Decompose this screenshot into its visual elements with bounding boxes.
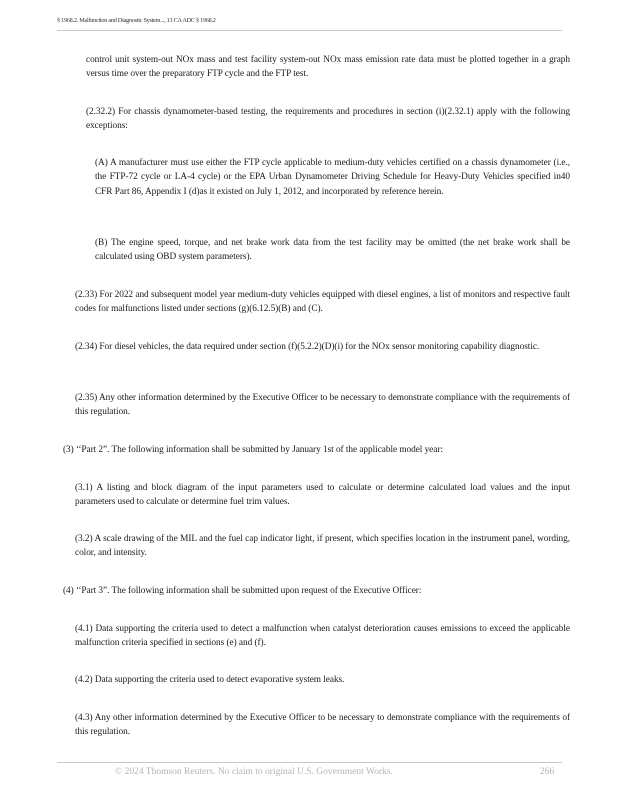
paragraph-3-part-2: (3) ‘‘Part 2”. The following information shall be submitted by January 1st of the applicable model year: <box>63 445 443 455</box>
running-header: § 1968.2. Malfunction and Diagnostic System..., 13 CA ADC § 1968.2 <box>57 17 216 24</box>
paragraph-2-35: (2.35) Any other information determined by the Executive Officer to be necessary to demonstrate compliance with the requirements of this regulation. <box>75 393 570 418</box>
paragraph-2-33: (2.33) For 2022 and subsequent model year medium-duty vehicles equipped with diesel engines, a list of monitors and respective fault codes for malfunctions listed under sections (g)(6.12.5)(B) and (C). <box>75 290 570 315</box>
paragraph-2-34: (2.34) For diesel vehicles, the data required under section (f)(5.2.2)(D)(i) for the NOx sensor monitoring capability diagnostic. <box>75 342 540 352</box>
paragraph-4-2: (4.2) Data supporting the criteria used to detect evaporative system leaks. <box>75 675 345 685</box>
paragraph-continuation: control unit system-out NOx mass and test facility system-out NOx mass emission rate data must be plotted together in a graph versus time over the preparatory FTP cycle and the FTP test. <box>86 55 570 80</box>
paragraph-3-1: (3.1) A listing and block diagram of the input parameters used to calculate or determine calculated load values and the input parameters used to calculate or determine fuel trim values. <box>75 483 570 508</box>
paragraph-2-32-2-b: (B) The engine speed, torque, and net brake work data from the test facility may be omitted (the net brake work shall be calculated using OBD system parameters). <box>95 238 570 263</box>
paragraph-2-32-2-a: (A) A manufacturer must use either the FTP cycle applicable to medium-duty vehicles certified on a chassis dynamometer (i.e., the FTP-72 cycle or LA-4 cycle) or the EPA Urban Dynamometer Driving Schedule for Heavy-Duty Vehicles specified in40 CFR Part 86, Appendix I (d)as it existed on July 1, 2012, and incorporated by reference herein. <box>95 158 570 197</box>
footer-copyright: © 2024 Thomson Reuters. No claim to original U.S. Government Works. <box>115 767 393 777</box>
paragraph-4-1: (4.1) Data supporting the criteria used to detect a malfunction when catalyst deterioration causes emissions to exceed the applicable malfunction criteria specified in sections (e) and (f). <box>75 624 570 649</box>
header-divider <box>57 30 562 31</box>
paragraph-4-3: (4.3) Any other information determined by the Executive Officer to be necessary to demonstrate compliance with the requirements of this regulation. <box>75 713 570 738</box>
paragraph-2-32-2: (2.32.2) For chassis dynamometer-based testing, the requirements and procedures in section (i)(2.32.1) apply with the following exceptions: <box>86 107 570 132</box>
paragraph-3-2: (3.2) A scale drawing of the MIL and the fuel cap indicator light, if present, which specifies location in the instrument panel, wording, color, and intensity. <box>75 534 570 559</box>
footer-divider <box>57 762 562 763</box>
paragraph-4-part-3: (4) ‘‘Part 3”. The following information shall be submitted upon request of the Executive Officer: <box>63 586 422 596</box>
page-number: 266 <box>540 767 555 777</box>
